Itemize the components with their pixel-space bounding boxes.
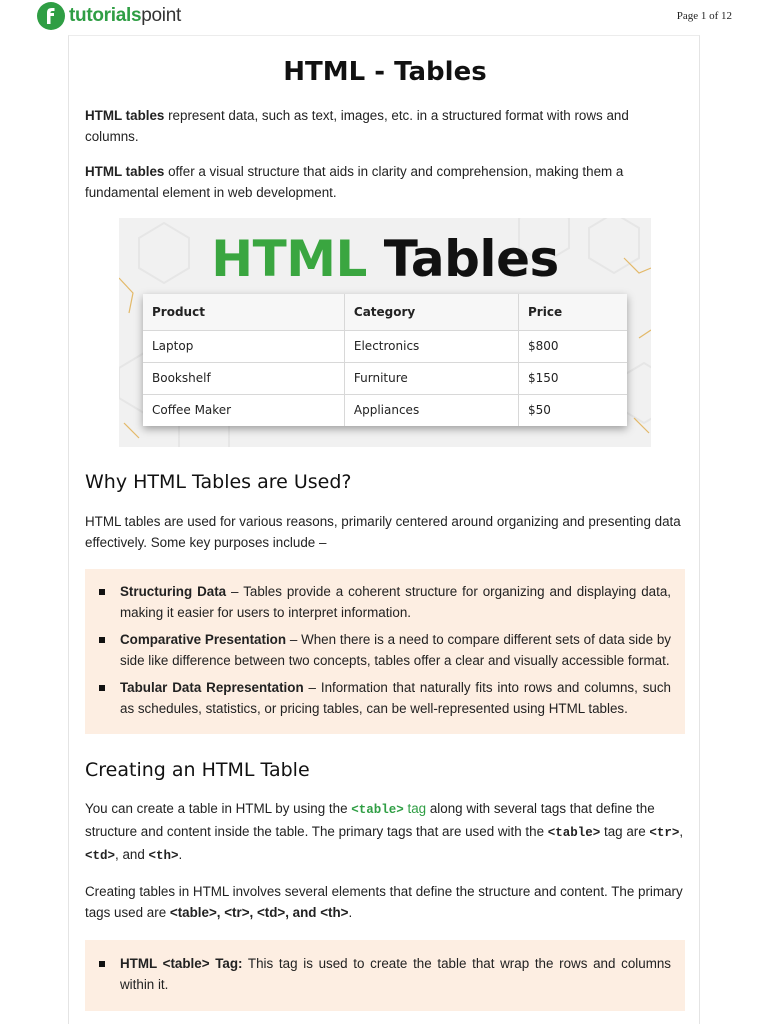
logo-text-green: tutorials [69, 5, 142, 26]
list-item-title: Structuring Data [120, 584, 227, 599]
code-td: <td> [85, 849, 116, 863]
text-run: . [348, 904, 353, 920]
code-table: <table> [547, 826, 601, 840]
table-cell: Bookshelf [143, 362, 344, 394]
why-paragraph: HTML tables are used for various reasons, primarily centered around organizing and presenting data effectively. Some key purposes include – [85, 514, 681, 550]
table-cell: Electronics [344, 330, 518, 362]
tags-box [85, 940, 685, 1011]
list-item [99, 629, 671, 671]
page-title: HTML - Tables [283, 57, 487, 87]
square-bullet-icon [99, 637, 105, 643]
section-heading-why: Why HTML Tables are Used? [85, 471, 352, 493]
square-bullet-icon [99, 589, 105, 595]
list-item-title: Comparative Presentation [120, 632, 287, 647]
logo-icon [37, 2, 65, 30]
logo-text-dark: point [141, 5, 181, 26]
text-run: . [178, 847, 183, 862]
table-row [143, 394, 627, 426]
text-run: along with several tags that define the structure and content inside the table. The primary tags that are used with the [85, 801, 655, 839]
bold-tags: <table>, <tr>, <td>, and <th> [169, 904, 349, 920]
list-item-text: – Tables provide a coherent structure for organizing and displaying data, making it easier for users to interpret information. [120, 584, 671, 620]
tutorialspoint-logo[interactable] [37, 2, 181, 30]
list-item [99, 677, 671, 719]
list-item-title: HTML <table> Tag: [120, 956, 243, 971]
page-number: Page 1 of 12 [676, 10, 732, 22]
list-item [99, 581, 671, 623]
text-run: You can create a table in HTML by using the [85, 801, 352, 816]
html-tables-banner-image [119, 218, 651, 447]
table-cell: Appliances [344, 394, 518, 426]
table-row [143, 330, 627, 362]
tags-list [99, 953, 671, 995]
intro-1-text: represent data, such as text, images, etc. in a structured format with rows and columns. [85, 108, 629, 144]
top-bar [0, 0, 768, 34]
table-cell: Furniture [344, 362, 518, 394]
table-cell: $50 [528, 403, 551, 418]
table-cell: $150 [519, 362, 627, 394]
table-header-cell: Product [143, 294, 344, 330]
table-header-row [143, 294, 627, 330]
text-run: Creating tables in HTML involves several elements that define the structure and content. The primary tags used are [85, 884, 683, 920]
section-heading-creating: Creating an HTML Table [85, 759, 310, 781]
banner-title-green: HTML [211, 230, 367, 288]
purposes-list [99, 581, 671, 719]
code-th: <th> [148, 849, 179, 863]
intro-paragraph-1 [85, 106, 685, 147]
table-row [143, 362, 627, 394]
list-item [99, 953, 671, 995]
intro-2-bold: HTML tables [85, 164, 165, 179]
code-tr: <tr> [649, 826, 680, 840]
logo-text [69, 5, 181, 27]
intro-2-text: offer a visual structure that aids in clarity and comprehension, making them a fundamental element in web development. [85, 164, 624, 200]
square-bullet-icon [99, 685, 105, 691]
table-tag-link[interactable] [351, 801, 426, 816]
banner-title-dark: Tables [366, 230, 559, 288]
banner-sample-table [143, 294, 627, 426]
page-content [85, 36, 685, 1011]
table-header-cell: Price [519, 294, 627, 330]
document-page [68, 35, 700, 1024]
intro-paragraph-2 [85, 162, 685, 203]
creating-paragraph-1 [85, 798, 685, 867]
square-bullet-icon [99, 961, 105, 967]
list-item-text: This tag is used to create the table that wrap the rows and columns within it. [120, 956, 671, 992]
text-run: tag [403, 801, 427, 816]
code-table: <table> [351, 803, 404, 817]
intro-1-bold: HTML tables [85, 108, 165, 123]
list-item-title: Tabular Data Representation [120, 680, 304, 695]
banner-title [119, 230, 651, 288]
table-cell: Coffee Maker [143, 394, 344, 426]
table-cell: Laptop [143, 330, 344, 362]
table-header-cell: Category [344, 294, 518, 330]
table-cell: $800 [519, 330, 627, 362]
text-run: , [679, 824, 684, 839]
purposes-box [85, 569, 685, 734]
text-run: , and [115, 847, 149, 862]
creating-paragraph-2 [85, 882, 685, 923]
list-item-text: – When there is a need to compare different sets of data side by side like difference between two concepts, tables offer a clear and visually accessible format. [120, 632, 671, 668]
list-item-text: – Information that naturally fits into rows and columns, such as schedules, statistics, or pricing tables, can be well-represented using HTML tables. [120, 680, 671, 716]
text-run: tag are [600, 824, 650, 839]
